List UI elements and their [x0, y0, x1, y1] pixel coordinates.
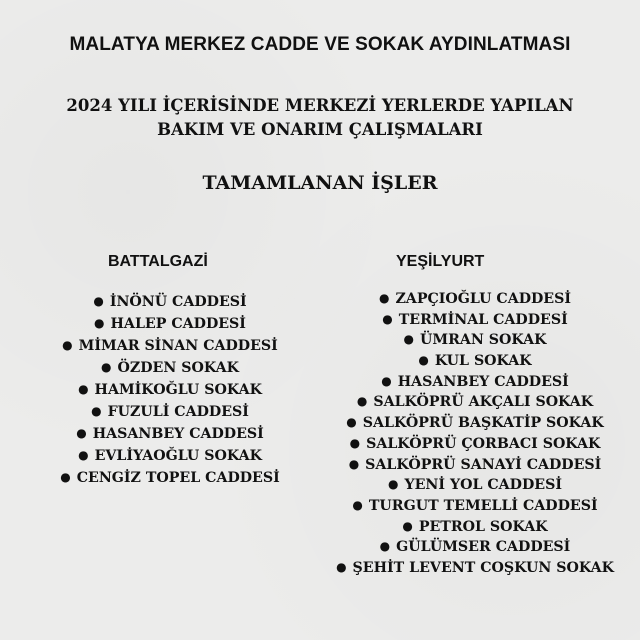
bullet-icon: ●	[402, 518, 413, 533]
bullet-icon: ●	[76, 426, 87, 440]
street-name: TURGUT TEMELLİ CADDESİ	[368, 497, 598, 514]
list-item	[0, 444, 340, 466]
street-name: HASANBEY CADDESİ	[92, 426, 264, 442]
street-name: HALEP CADDESİ	[110, 316, 246, 332]
bullet-icon: ●	[101, 360, 112, 374]
street-name: İNÖNÜ CADDESİ	[109, 294, 247, 310]
yesilyurt-heading: YEŞİLYURT	[396, 253, 485, 270]
bullet-icon: ●	[356, 394, 368, 409]
street-name: SALKÖPRÜ SANAYİ CADDESİ	[365, 456, 602, 473]
bullet-icon: ●	[352, 497, 363, 512]
list-item	[310, 454, 640, 475]
bullet-icon: ●	[94, 316, 105, 330]
bullet-icon: ●	[93, 294, 104, 308]
street-name: TERMİNAL CADDESİ	[398, 311, 568, 328]
street-name: ÜMRAN SOKAK	[420, 332, 547, 349]
street-name: ÖZDEN SOKAK	[117, 360, 239, 376]
street-name: HAMİKOĞLU SOKAK	[94, 382, 262, 398]
list-item	[0, 422, 340, 444]
list-item	[310, 412, 640, 433]
street-name: SALKÖPRÜ AKÇALI SOKAK	[373, 394, 594, 411]
bullet-icon: ●	[381, 373, 392, 388]
list-item	[310, 350, 640, 371]
list-item	[310, 329, 640, 350]
yesilyurt-list	[310, 288, 640, 578]
street-name: ŞEHİT LEVENT COŞKUN SOKAK	[352, 559, 614, 576]
list-item	[0, 378, 340, 400]
list-item	[310, 516, 640, 537]
street-name: ZAPÇIOĞLU CADDESİ	[395, 291, 572, 307]
street-name: SALKÖPRÜ BAŞKATİP SOKAK	[362, 415, 604, 432]
bullet-icon: ●	[346, 415, 357, 430]
bullet-icon: ●	[78, 382, 89, 396]
bullet-icon: ●	[60, 470, 71, 484]
list-item	[310, 288, 640, 309]
list-item	[310, 433, 640, 454]
bullet-icon: ●	[62, 338, 73, 352]
bullet-icon: ●	[336, 559, 347, 574]
bullet-icon: ●	[382, 311, 393, 326]
list-item	[0, 356, 340, 378]
bullet-icon: ●	[78, 448, 89, 462]
list-item	[310, 371, 640, 392]
subtitle-line-1: 2024 YILI İÇERİSİNDE MERKEZİ YERLERDE YAPILAN	[66, 96, 574, 115]
bullet-icon: ●	[91, 404, 102, 418]
bullet-icon: ●	[378, 291, 390, 305]
subtitle-line-2: BAKIM VE ONARIM ÇALIŞMALARI	[157, 120, 483, 139]
bullet-icon: ●	[403, 332, 414, 347]
street-name: GÜLÜMSER CADDESİ	[396, 539, 571, 556]
bullet-icon: ●	[349, 435, 361, 450]
street-name: FUZULİ CADDESİ	[107, 404, 249, 420]
bullet-icon: ●	[418, 353, 429, 368]
street-name: EVLİYAOĞLU SOKAK	[94, 448, 262, 464]
list-item	[0, 290, 340, 312]
list-item	[310, 557, 640, 578]
street-name: MİMAR SİNAN CADDESİ	[78, 338, 278, 354]
list-item	[0, 466, 340, 488]
battalgazi-list	[0, 290, 340, 488]
list-item	[310, 391, 640, 412]
street-name: KUL SOKAK	[434, 353, 532, 370]
list-item	[0, 400, 340, 422]
street-name: CENGİZ TOPEL CADDESİ	[76, 470, 280, 486]
section-heading: TAMAMLANAN İŞLER	[202, 172, 438, 194]
list-item	[310, 309, 640, 330]
list-item	[310, 495, 640, 516]
street-name: SALKÖPRÜ ÇORBACI SOKAK	[366, 435, 601, 452]
list-item	[310, 474, 640, 495]
bullet-icon: ●	[388, 477, 399, 492]
main-title: MALATYA MERKEZ CADDE VE SOKAK AYDINLATMASI	[69, 34, 571, 55]
street-name: YENİ YOL CADDESİ	[404, 477, 562, 494]
list-item	[310, 536, 640, 557]
street-name: PETROL SOKAK	[418, 518, 548, 535]
street-name: HASANBEY CADDESİ	[397, 373, 569, 390]
bullet-icon: ●	[348, 456, 360, 471]
bullet-icon: ●	[379, 539, 391, 554]
list-item	[0, 334, 340, 356]
battalgazi-heading: BATTALGAZİ	[108, 253, 208, 270]
list-item	[0, 312, 340, 334]
